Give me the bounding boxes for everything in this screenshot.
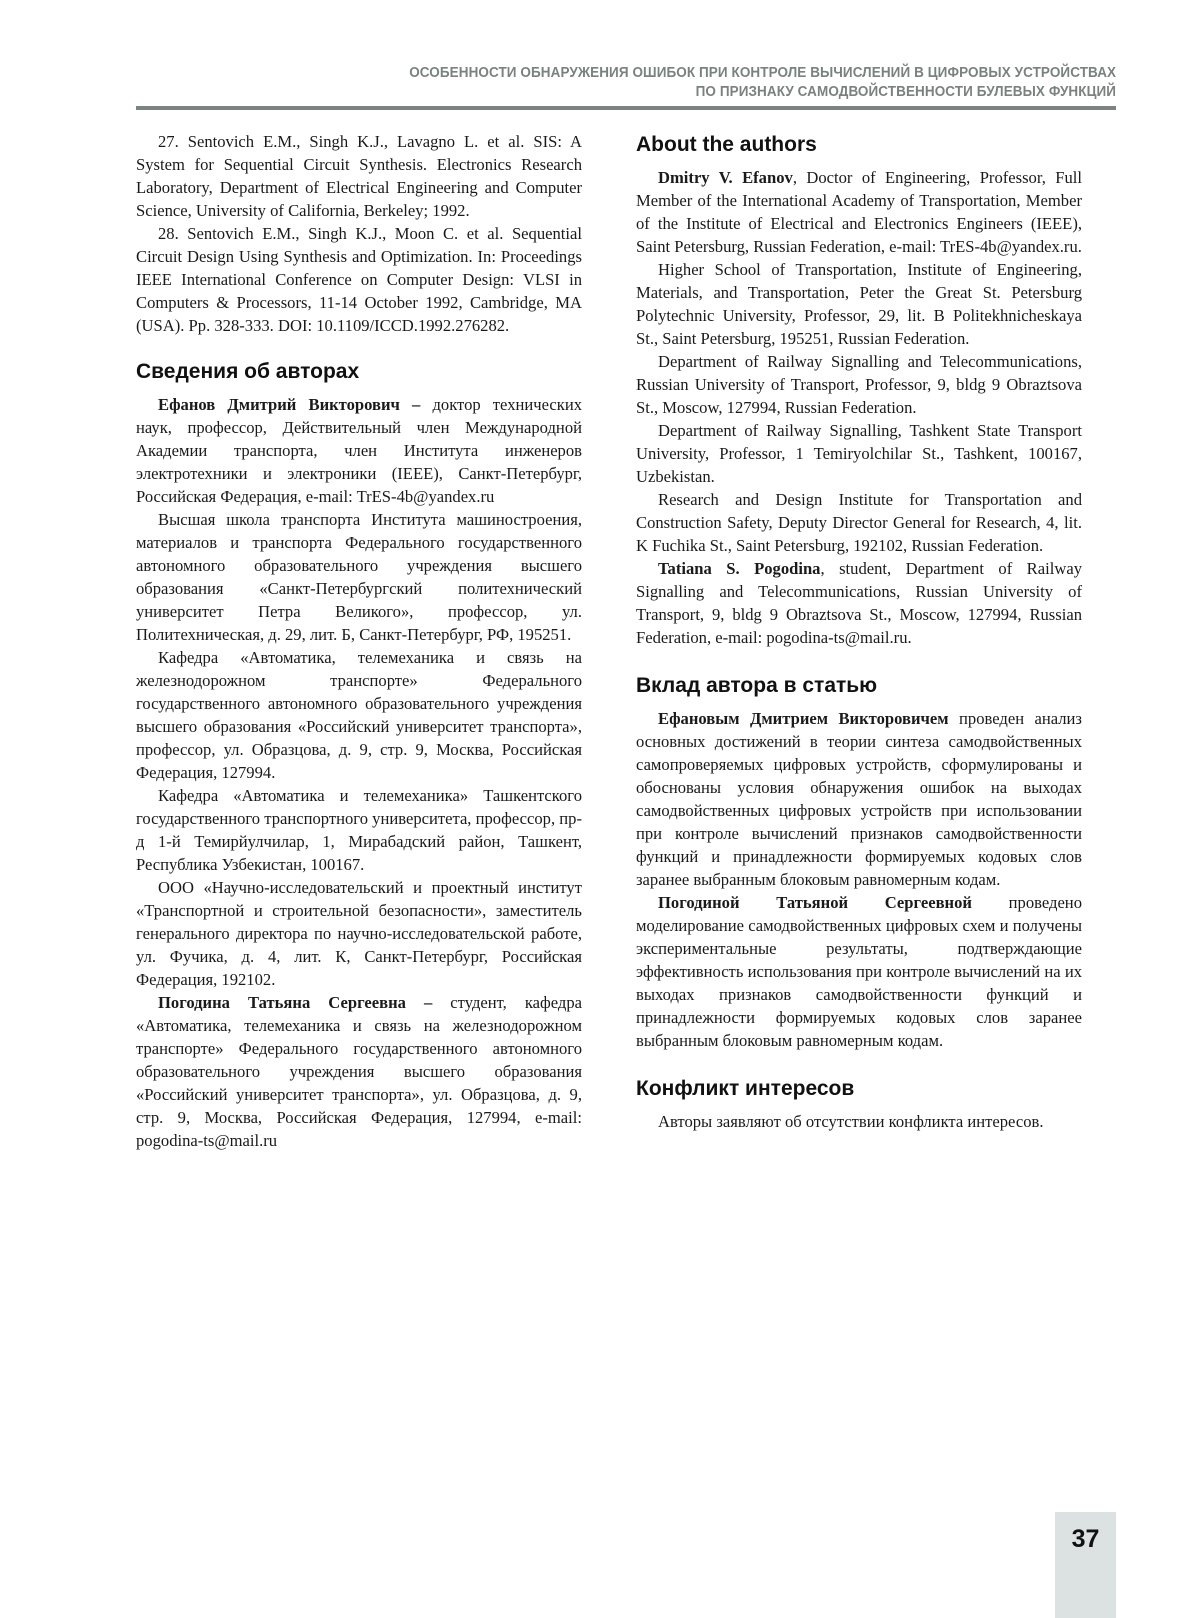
en-authors-heading: About the authors <box>636 132 1082 158</box>
paragraph <box>636 557 1082 649</box>
author-name: Dmitry V. Efanov <box>658 168 793 187</box>
paragraph <box>136 991 582 1152</box>
paragraph <box>636 891 1082 1052</box>
author-name: Tatiana S. Pogodina <box>658 559 820 578</box>
ru-authors-heading: Сведения об авторах <box>136 359 582 385</box>
paragraph-text: Кафедра «Автоматика, телемеханика и связь на железнодорожном транспорте» Федерального государственного автономного образовательного учреждения высшего образования «Российский университет транспорта», профессор, ул. Образцова, д. 9, стр. 9, Москва, Российская Федерация, 127994. <box>136 648 582 782</box>
conflict-text: Авторы заявляют об отсутствии конфликта интересов. <box>636 1110 1082 1133</box>
running-head-line: ПО ПРИЗНАКУ САМОДВОЙСТВЕННОСТИ БУЛЕВЫХ ФУНКЦИЙ <box>409 83 1116 102</box>
paragraph <box>136 508 582 646</box>
en-authors-body <box>636 166 1082 649</box>
paragraph-text: Department of Railway Signalling, Tashkent State Transport University, Professor, 1 Temiryolchilar St., Tashkent, 100167, Uzbekistan. <box>636 421 1082 486</box>
paragraph-text: доктор технических наук, профессор, Действительный член Международной Академии транспорта, член Института инженеров электротехники и электроники (IEEE), Санкт-Петербург, Российская Федерация, e-mail: TrES-4b@yandex.ru <box>136 395 582 506</box>
ru-authors-body <box>136 393 582 1152</box>
paragraph <box>136 646 582 784</box>
header-rule <box>136 106 1116 110</box>
paragraph-text: Research and Design Institute for Transportation and Construction Safety, Deputy Director General for Research, 4, lit. K Fuchika St., Saint Petersburg, 192102, Russian Federation. <box>636 490 1082 555</box>
running-head <box>409 64 1116 102</box>
reference-28: 28. Sentovich E.M., Singh K.J., Moon C. et al. Sequential Circuit Design Using Synthesis and Optimization. In: Proceedings IEEE International Conference on Computer Design: VLSI in Computers & Processors, 11-14 October 1992, Cambridge, MA (USA). Pp. 328-333. DOI: 10.1109/ICCD.1992.276282. <box>136 222 582 337</box>
paragraph <box>636 707 1082 891</box>
conflict-heading: Конфликт интересов <box>636 1076 1082 1102</box>
reference-27: 27. Sentovich E.M., Singh K.J., Lavagno L. et al. SIS: A System for Sequential Circuit Synthesis. Electronics Research Laboratory, Department of Electrical Engineering and Computer Science, University of California, Berkeley; 1992. <box>136 130 582 222</box>
paragraph-text: Кафедра «Автоматика и телемеханика» Ташкентского государственного транспортного университета, профессор, пр-д 1-й Темирйулчилар, 1, Мирабадский район, Ташкент, Республика Узбекистан, 100167. <box>136 786 582 874</box>
paragraph <box>636 419 1082 488</box>
paragraph-text: проведен анализ основных достижений в теории синтеза самодвойственных самопроверяемых цифровых устройств, сформулированы и обоснованы условия обнаружения ошибок на выходах самодвойственных цифровых устройств при использовании при контроле вычислений признаков самодвойственности функций и принадлежности формируемых кодовых слов заранее выбранным блоковым равномерным кодам. <box>636 709 1082 889</box>
paragraph-text: студент, кафедра «Автоматика, телемеханика и связь на железнодорожном транспорте» Федерального государственного автономного образовательного учреждения высшего образования «Российский университет транспорта», ул. Образцова, д. 9, стр. 9, Москва, Российская Федерация, 127994, e-mail: pogodina-ts@mail.ru <box>136 993 582 1150</box>
paragraph <box>636 488 1082 557</box>
page-number-box <box>1055 1512 1116 1618</box>
paragraph <box>636 258 1082 350</box>
paragraph <box>636 166 1082 258</box>
page-number: 37 <box>1055 1525 1116 1554</box>
running-head-line: ОСОБЕННОСТИ ОБНАРУЖЕНИЯ ОШИБОК ПРИ КОНТРОЛЕ ВЫЧИСЛЕНИЙ В ЦИФРОВЫХ УСТРОЙСТВАХ <box>409 64 1116 83</box>
author-name: Ефановым Дмитрием Викторовичем <box>658 709 949 728</box>
paragraph-text: , student, Department of Railway Signalling and Telecommunications, Russian University of Transport, 9, bldg 9 Obraztsova St., Moscow, 127994, Russian Federation, e-mail: pogodina-ts@mail.ru. <box>636 559 1082 647</box>
paragraph-text: ООО «Научно-исследовательский и проектный институт «Транспортной и строительной безопасности», заместитель генерального директора по научно-исследовательской работе, ул. Фучика, д. 4, лит. К, Санкт-Петербург, Российская Федерация, 192102. <box>136 878 582 989</box>
paragraph-text: , Doctor of Engineering, Professor, Full Member of the International Academy of Transportation, Member of the Institute of Electrical and Electronics Engineers (IEEE), Saint Petersburg, Russian Federation, e-mail: TrES-4b@yandex.ru. <box>636 168 1082 256</box>
right-column <box>636 130 1082 1133</box>
left-column <box>136 130 582 1152</box>
paragraph <box>136 784 582 876</box>
author-name: Погодина Татьяна Сергеевна – <box>158 993 450 1012</box>
contribution-heading: Вклад автора в статью <box>636 673 1082 699</box>
paragraph-text: проведено моделирование самодвойственных цифровых схем и получены экспериментальные результаты, подтверждающие эффективность использования при контроле вычислений на их выходах признаков самодвойственности функций и принадлежности формируемых кодовых слов заранее выбранным блоковым равномерным кодам. <box>636 893 1082 1050</box>
paragraph-text: Higher School of Transportation, Institute of Engineering, Materials, and Transportation, Peter the Great St. Petersburg Polytechnic University, Professor, 29, lit. B Politekhnicheskaya St., Saint Petersburg, 195251, Russian Federation. <box>636 260 1082 348</box>
author-name: Погодиной Татьяной Сергеевной <box>658 893 972 912</box>
paragraph <box>136 876 582 991</box>
author-name: Ефанов Дмитрий Викторович – <box>158 395 432 414</box>
paragraph <box>136 393 582 508</box>
paragraph <box>636 350 1082 419</box>
contribution-body <box>636 707 1082 1052</box>
paragraph-text: Department of Railway Signalling and Telecommunications, Russian University of Transport, Professor, 9, bldg 9 Obraztsova St., Moscow, 127994, Russian Federation. <box>636 352 1082 417</box>
paragraph-text: Высшая школа транспорта Института машиностроения, материалов и транспорта Федерального государственного автономного образовательного учреждения высшего образования «Санкт-Петербургский политехнический университет Петра Великого», профессор, ул. Политехническая, д. 29, лит. Б, Санкт-Петербург, РФ, 195251. <box>136 510 582 644</box>
